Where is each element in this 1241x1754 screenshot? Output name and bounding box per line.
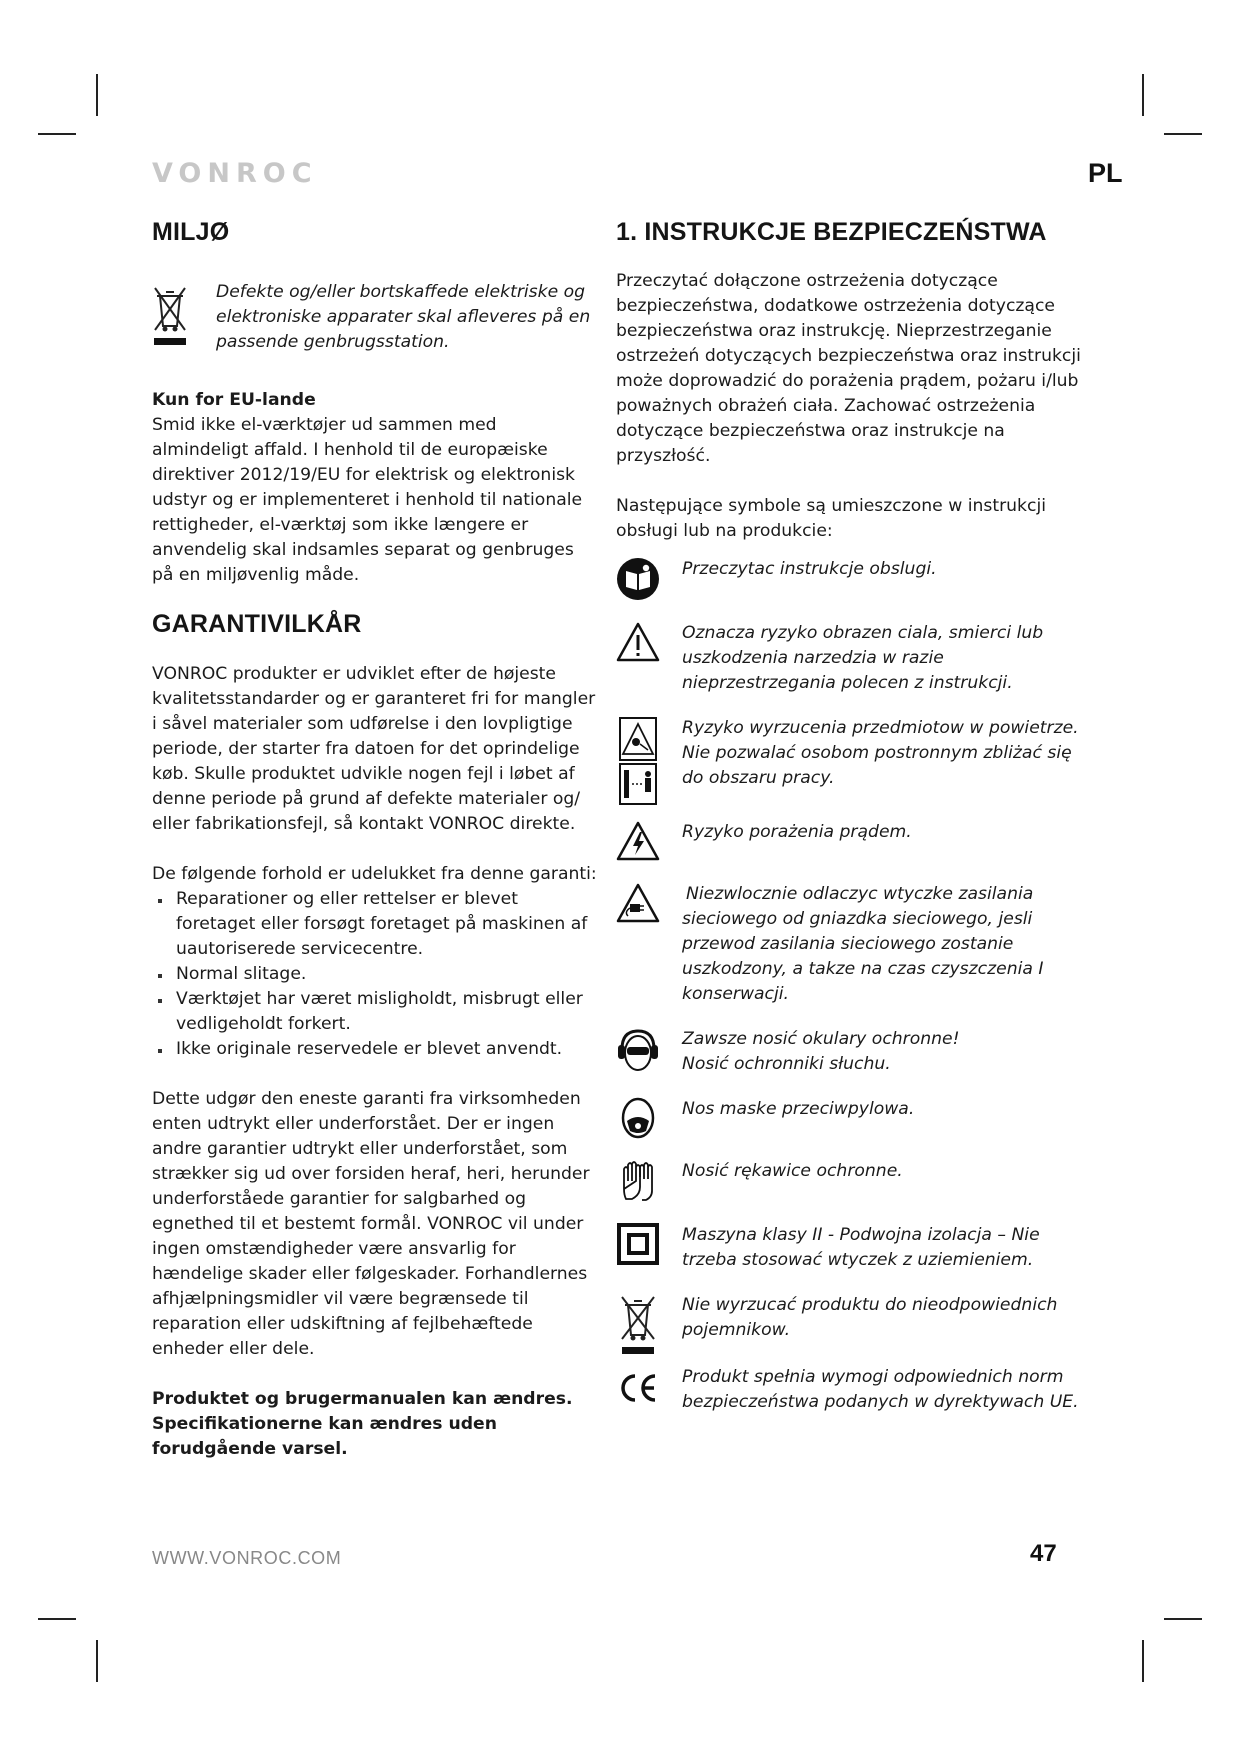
read-manual-icon <box>616 557 660 601</box>
goggles-earmuffs-icon <box>616 1027 660 1077</box>
crop-mark <box>1164 1618 1202 1620</box>
electric-shock-icon <box>616 820 660 862</box>
vonroc-logo: VONROC <box>152 158 318 189</box>
crop-mark <box>38 1618 76 1620</box>
symbol-row <box>616 1159 1086 1203</box>
weee-bin-icon <box>152 280 190 355</box>
weee-text: Defekte og/eller bortskaffede elektriske og elektroniske apparater skal afleveres på en passende genbrugsstation. <box>216 282 591 352</box>
symbol-row <box>616 820 1086 862</box>
exclusions-intro: De følgende forhold er udelukket fra denne garanti: <box>152 864 597 884</box>
left-column <box>152 218 598 1462</box>
symbols-intro: Następujące symbole są umieszczone w instrukcji obsługi lub na produkcie: <box>616 496 1046 541</box>
crop-mark <box>1142 1640 1144 1682</box>
symbol-row <box>616 1365 1086 1415</box>
list-item: Ikke originale reservedele er blevet anvendt. <box>152 1037 598 1062</box>
symbol-text: Zawsze nosić okulary ochronne! Nosić ochronniki słuchu. <box>682 1029 960 1074</box>
right-column <box>616 218 1086 1415</box>
symbol-row <box>616 882 1086 1007</box>
symbol-text: Produkt spełnia wymogi odpowiednich norm bezpieczeństwa podanych w dyrektywach UE. <box>682 1367 1079 1412</box>
change-notice: Produktet og brugermanualen kan ændres. Specifikationerne kan ændres uden forudgående varsel. <box>152 1389 573 1459</box>
symbol-text: Nosić rękawice ochronne. <box>682 1161 903 1181</box>
unplug-icon <box>616 882 660 1007</box>
weee-notice <box>152 280 598 355</box>
eu-heading: Kun for EU-lande <box>152 390 316 410</box>
class-ii-icon <box>616 1223 660 1273</box>
dust-mask-icon <box>616 1097 660 1139</box>
symbol-row <box>616 1027 1086 1077</box>
weee-bin-icon <box>616 1293 660 1355</box>
garanti-text: VONROC produkter er udviklet efter de højeste kvalitetsstandarder og er garanteret fri for mangler i såvel materialer som udførelse i den lovpligtige periode, der starter fra datoen for det oprindelige køb. Skulle produktet udvikle nogen fejl i løbet af denne periode på grund af defekte materialer og/ eller fabrikationsfejl, så kontakt VONROC direkte. <box>152 664 596 834</box>
list-item: Reparationer og eller rettelser er blevet foretaget eller forsøgt foretaget på maskinen af uautoriserede servicecentre. <box>152 887 598 962</box>
crop-mark <box>96 1640 98 1682</box>
symbol-text: Ryzyko wyrzucenia przedmiotow w powietrze. Nie pozwalać osobom postronnym zbliżać się do obszaru pracy. <box>682 718 1079 788</box>
garanti-heading: GARANTIVILKÅR <box>152 610 362 638</box>
crop-mark <box>1142 74 1144 116</box>
footer-url: WWW.VONROC.COM <box>152 1548 342 1568</box>
exclusions-list <box>152 887 598 1062</box>
list-item: Værktøjet har været misligholdt, misbrugt eller vedligeholdt forkert. <box>152 987 598 1037</box>
miljo-heading: MILJØ <box>152 218 230 246</box>
eu-text: Smid ikke el-værktøjer ud sammen med almindeligt affald. I henhold til de europæiske direktiver 2012/19/EU for elektrisk og elektronisk udstyr og er implementeret i henhold til nationale rettigheder, el-værktøj som ikke længere er anvendelig skal indsamles separat og genbruges på en miljøvenlig måde. <box>152 415 583 585</box>
symbol-text: Maszyna klasy II - Podwojna izolacja – Nie trzeba stosować wtyczek z uziemieniem. <box>682 1225 1040 1270</box>
language-code: PL <box>1088 158 1123 188</box>
symbol-row <box>616 1293 1086 1355</box>
crop-mark <box>96 74 98 116</box>
page-number: 47 <box>1030 1540 1057 1567</box>
safety-heading: 1. INSTRUKCJE BEZPIECZEŃSTWA <box>616 218 1047 246</box>
warning-triangle-icon <box>616 621 660 696</box>
list-item: Normal slitage. <box>152 962 598 987</box>
flying-debris-icon <box>616 716 660 806</box>
safety-intro: Przeczytać dołączone ostrzeżenia dotyczące bezpieczeństwa, dodatkowe ostrzeżenia dotyczące bezpieczeństwa oraz instrukcję. Nieprzestrzeganie ostrzeżeń dotyczących bezpieczeństwa oraz instrukcji może doprowadzić do porażenia prądem, pożaru i/lub poważnych obrażeń ciała. Zachować ostrzeżenia dotyczące bezpieczeństwa oraz instrukcje na przyszłość. <box>616 271 1081 466</box>
symbol-row <box>616 557 1086 601</box>
ce-mark-icon <box>616 1365 660 1415</box>
gloves-icon <box>616 1159 660 1203</box>
symbol-row <box>616 716 1086 806</box>
crop-mark <box>38 133 76 135</box>
sole-warranty-text: Dette udgør den eneste garanti fra virksomheden enten udtrykt eller underforstået. Der er ingen andre garantier udtrykt eller underforstået, som strækker sig ud over forsiden heraf, heri, herunder underforståede garantier for salgbarhed og egnethed til et bestemt formål. VONROC vil under ingen omstændigheder være ansvarlig for hændelige skader eller følgeskader. Forhandlernes afhjælpningsmidler vil være begrænsede til reparation eller udskiftning af fejlbehæftede enheder eller dele. <box>152 1089 590 1359</box>
crop-mark <box>1164 133 1202 135</box>
symbol-text: Ryzyko porażenia prądem. <box>682 822 912 842</box>
symbol-text: Przeczytac instrukcje obslugi. <box>682 559 937 579</box>
symbol-text: Oznacza ryzyko obrazen ciala, smierci lub uszkodzenia narzedzia w razie nieprzestrzegania polecen z instrukcji. <box>682 623 1044 693</box>
symbol-text: Nie wyrzucać produktu do nieodpowiednich pojemnikow. <box>682 1295 1058 1340</box>
symbol-text: Nos maske przeciwpylowa. <box>682 1099 915 1119</box>
symbol-row <box>616 621 1086 696</box>
symbol-row <box>616 1223 1086 1273</box>
symbol-text: Niezwlocznie odlaczyc wtyczke zasilania sieciowego od gniazdka sieciowego, jesli przewod zasilania sieciowego zostanie uszkodzony, a takze na czas czyszczenia I konserwacji. <box>682 884 1044 1004</box>
symbol-row <box>616 1097 1086 1139</box>
